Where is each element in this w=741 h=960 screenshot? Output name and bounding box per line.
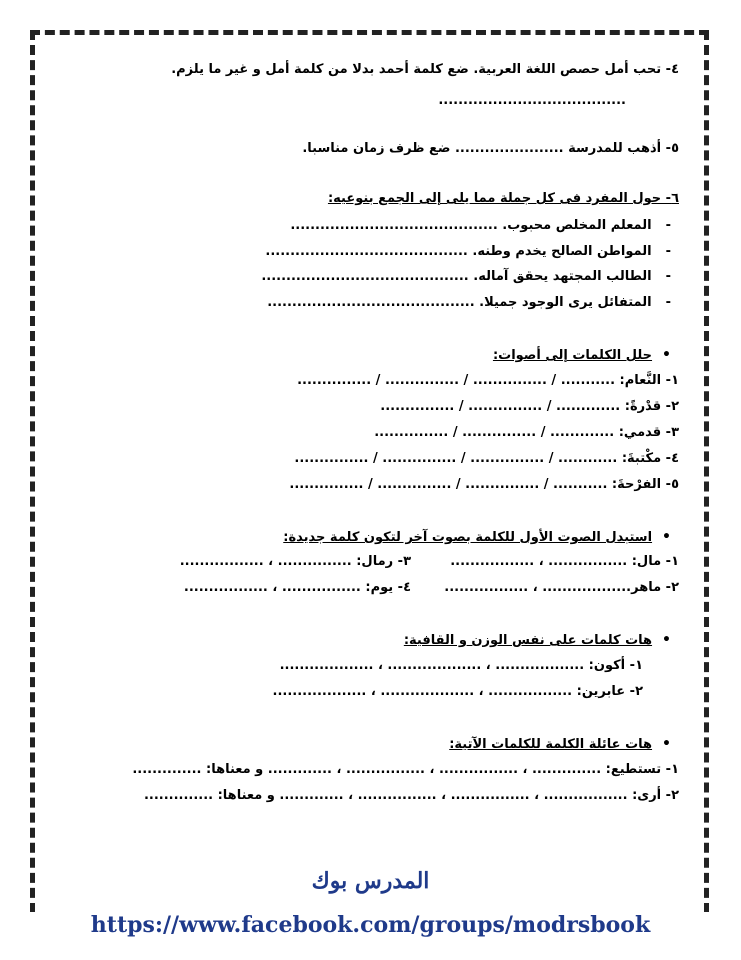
s2-row2-right: ٢- ماهر.................. ، .................: [444, 580, 679, 595]
q4-answer-line: ......................................: [438, 93, 626, 108]
s1-item-2: ٢- قدْرةً: ............. / ............... / ...............: [380, 399, 679, 414]
q6-heading: ٦- حول المفرد فى كل جملة مما يلى إلى الجمع بنوعيه:: [327, 191, 679, 206]
q4-line1: ٤- تحب أمل حصص اللغة العربية. ضع كلمة أحمد بدلا من كلمة أمل و غير ما يلزم.: [171, 62, 679, 77]
s4-heading: • هات عائلة الكلمة للكلمات الآتية:: [449, 735, 671, 754]
s2-heading: • استبدل الصوت الأول للكلمة بصوت آخر لتكون كلمة جديدة:: [283, 528, 671, 547]
s1-heading: • حلل الكلمات إلى أصوات:: [493, 346, 671, 365]
s3-heading: • هات كلمات على نفس الوزن و القافية:: [404, 631, 671, 650]
s1-item-4: ٤- مكْتبةَ: ............ / ............... / ............... / ...............: [294, 451, 679, 466]
s3-item-2: ٢- عابرين: ................. ، ................... ، ...................: [272, 684, 643, 699]
s1-item-1: ١- النَّعام: ........... / ............... / ............... / ...............: [297, 373, 679, 388]
s1-item-5: ٥- الفرْحةَ: ........... / ............... / ............... / ...............: [289, 477, 679, 492]
q6-item-3: - الطالب المجتهد يحقق آماله. ..........................................: [261, 268, 671, 286]
s4-item-2: ٢- أرى: ................. ، ................ ، ................ ، ............. و معناها: ..............: [143, 788, 679, 803]
s2-row1-right: ١- مال: ................ ، .................: [450, 554, 679, 569]
q6-item-1: - المعلم المخلص محبوب. ..........................................: [290, 217, 671, 235]
s2-row2-left: ٤- يوم: ................ ، .................: [183, 580, 411, 595]
facebook-group-link[interactable]: https://www.facebook.com/groups/modrsbook: [85, 912, 656, 938]
s4-item-1: ١- تستطيع: .............. ، ................ ، ................ ، ............. و معناها: ..............: [132, 762, 679, 777]
q6-item-2: - المواطن الصالح يخدم وطنه. .........................................: [265, 243, 671, 261]
s2-row1-left: ٣- رمال: ............... ، .................: [179, 554, 411, 569]
s3-item-1: ١- أكون: .................. ، ................... ، ...................: [279, 658, 643, 673]
brand-name: المدرس بوك: [311, 868, 430, 894]
s1-item-3: ٣- قدمي: ............. / ............... / ...............: [374, 425, 679, 440]
q6-item-4: - المتفائل يرى الوجود جميلا. ..........................................: [267, 294, 671, 312]
footer-link-wrap: [0, 912, 741, 938]
q5-line1: ٥- أذهب للمدرسة ...................... ضع ظرف زمان مناسبا.: [302, 141, 679, 156]
